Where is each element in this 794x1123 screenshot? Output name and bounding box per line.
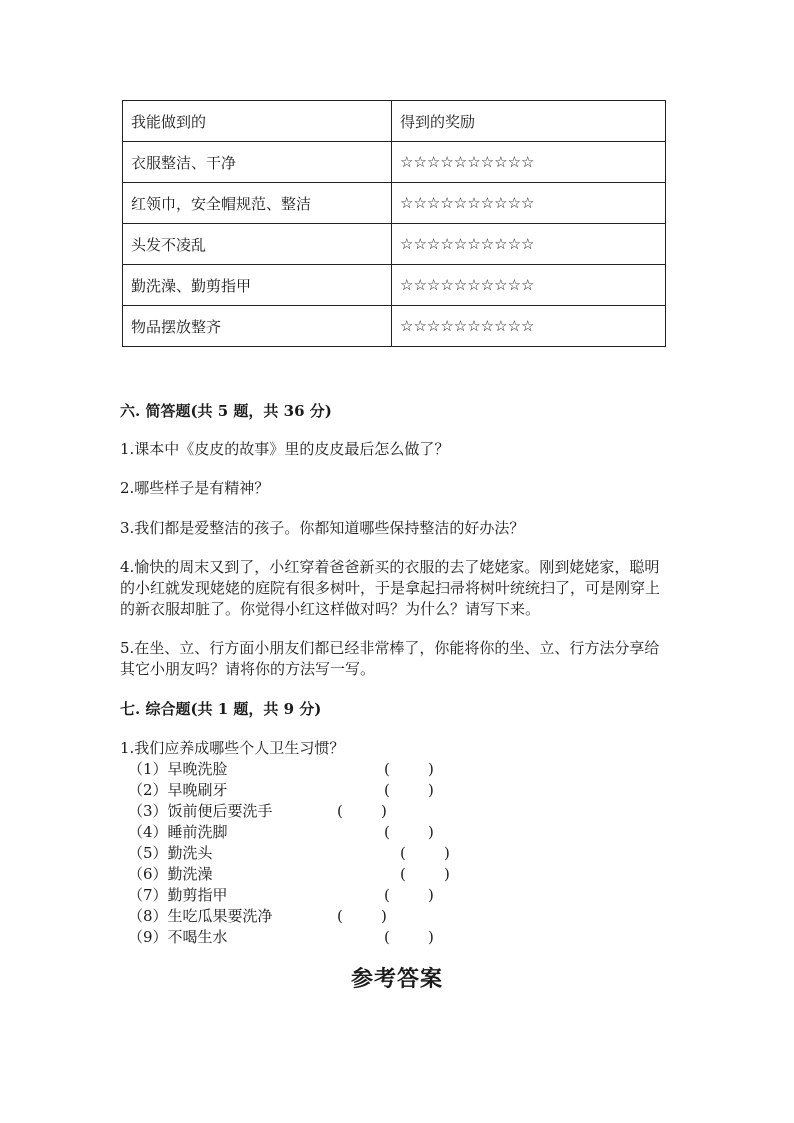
table-cell-item: 勤洗澡、勤剪指甲 bbox=[123, 265, 392, 306]
answer-blank: ( ) bbox=[337, 802, 387, 820]
answer-blank: ( ) bbox=[384, 781, 434, 799]
question-4: 4.愉快的周末又到了，小红穿着爸爸新买的衣服的去了姥姥家。刚到姥姥家，聪明的小红就发现姥姥的庭院有很多树叶，于是拿起扫帚将树叶统统扫了，可是刚穿上的新衣服却脏了。你觉得小红这样做对吗？为什么？请写下来。 bbox=[120, 558, 661, 618]
section7-question: 1.我们应养成哪些个人卫生习惯？ bbox=[120, 739, 345, 757]
section7-title: 七. 综合题(共 1 题，共 9 分) bbox=[120, 700, 322, 718]
answer-blank: ( ) bbox=[384, 760, 434, 778]
question-2: 2.哪些样子是有精神？ bbox=[120, 479, 270, 497]
answer-blank: ( ) bbox=[337, 907, 387, 925]
habit-item: （1）早晚洗脸 bbox=[128, 760, 228, 778]
table-header-cell: 得到的奖励 bbox=[392, 101, 666, 142]
answer-blank: ( ) bbox=[384, 928, 434, 946]
table-cell-stars: ☆☆☆☆☆☆☆☆☆☆ bbox=[392, 142, 666, 183]
table-row bbox=[123, 224, 666, 265]
table-header-cell: 我能做到的 bbox=[123, 101, 392, 142]
reward-table bbox=[122, 100, 666, 347]
question-3: 3.我们都是爱整洁的孩子。你都知道哪些保持整洁的好办法？ bbox=[120, 519, 525, 537]
table-cell-item: 头发不凌乱 bbox=[123, 224, 392, 265]
table-cell-item: 物品摆放整齐 bbox=[123, 306, 392, 347]
habit-item: （5）勤洗头 bbox=[128, 844, 213, 862]
answer-blank: ( ) bbox=[400, 865, 450, 883]
table-cell-stars: ☆☆☆☆☆☆☆☆☆☆ bbox=[392, 183, 666, 224]
table-cell-stars: ☆☆☆☆☆☆☆☆☆☆ bbox=[392, 224, 666, 265]
answer-title: 参考答案 bbox=[350, 966, 443, 992]
table-header-row bbox=[123, 101, 666, 142]
habit-item: （2）早晚刷牙 bbox=[128, 781, 228, 799]
table-row bbox=[123, 183, 666, 224]
answer-blank: ( ) bbox=[384, 886, 434, 904]
table-row bbox=[123, 306, 666, 347]
table-row bbox=[123, 142, 666, 183]
question-5: 5.在坐、立、行方面小朋友们都已经非常棒了，你能将你的坐、立、行方法分享给其它小朋友吗？请将你的方法写一写。 bbox=[120, 639, 660, 678]
habit-item: （4）睡前洗脚 bbox=[128, 823, 228, 841]
question-1: 1.课本中《皮皮的故事》里的皮皮最后怎么做了？ bbox=[120, 440, 450, 458]
answer-blank: ( ) bbox=[384, 823, 434, 841]
habit-item: （7）勤剪指甲 bbox=[128, 886, 228, 904]
table-cell-stars: ☆☆☆☆☆☆☆☆☆☆ bbox=[392, 306, 666, 347]
habit-item: （9）不喝生水 bbox=[128, 928, 228, 946]
habit-item: （3）饭前便后要洗手 bbox=[128, 802, 273, 820]
table-cell-item: 衣服整洁、干净 bbox=[123, 142, 392, 183]
section6-title: 六. 简答题(共 5 题，共 36 分) bbox=[120, 402, 332, 420]
answer-blank: ( ) bbox=[400, 844, 450, 862]
table-cell-item: 红领巾，安全帽规范、整洁 bbox=[123, 183, 392, 224]
habit-item: （6）勤洗澡 bbox=[128, 865, 213, 883]
table-cell-stars: ☆☆☆☆☆☆☆☆☆☆ bbox=[392, 265, 666, 306]
table-row bbox=[123, 265, 666, 306]
habit-item: （8）生吃瓜果要洗净 bbox=[128, 907, 273, 925]
